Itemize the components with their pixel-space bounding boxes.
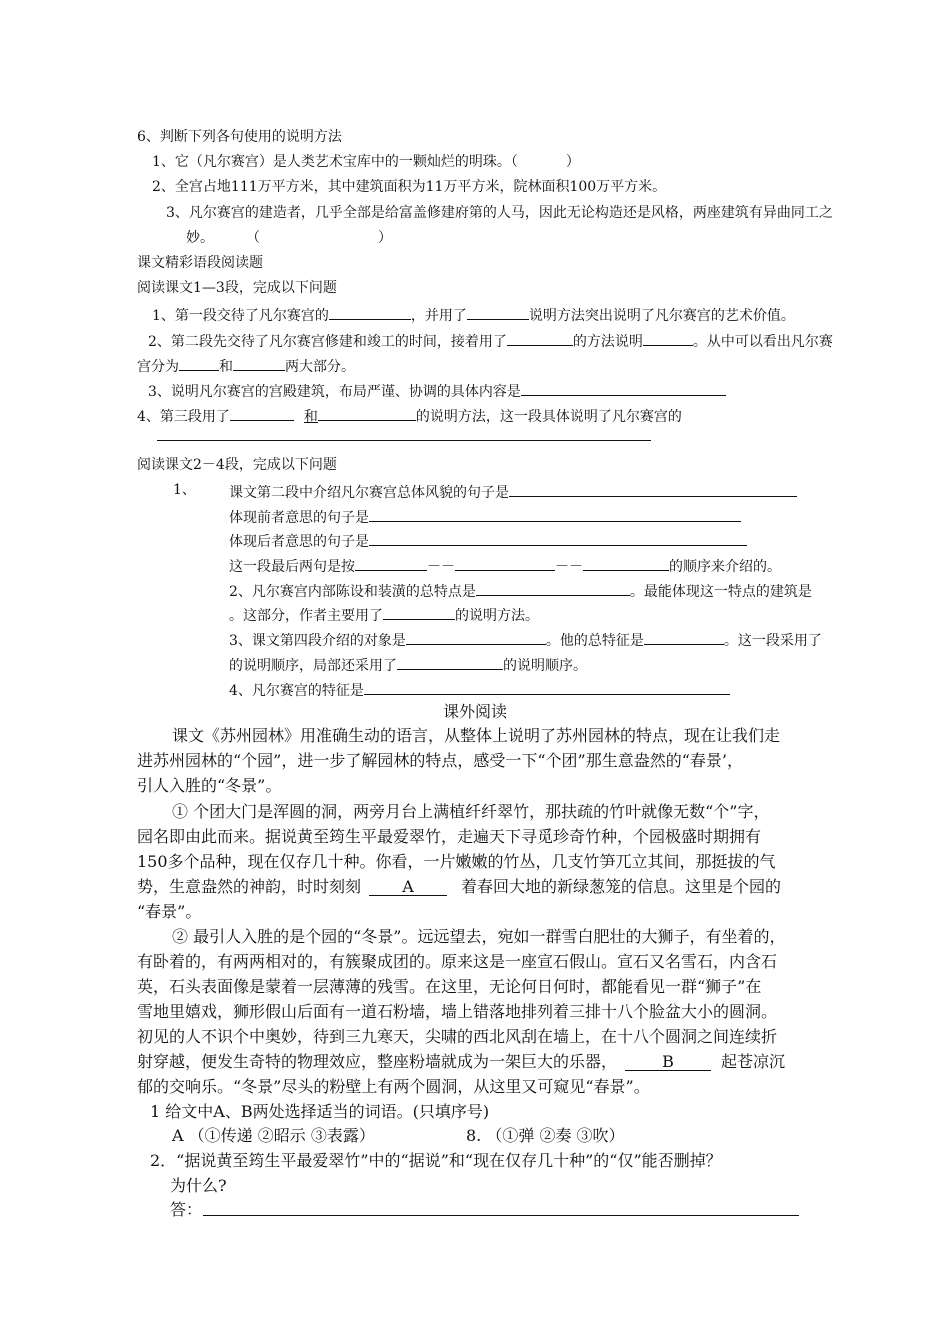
q6-sentence-3-cont: 妙。 （ ） — [186, 230, 392, 246]
answer-blank[interactable] — [406, 629, 546, 645]
reading-para-2-line-6: 射穿越，便发生奇特的物理效应，整座粉墙就成为一架巨大的乐器， B 起苍凉沉 — [137, 1052, 786, 1071]
s2-line-2: 体现前者意思的句子是 — [229, 506, 741, 527]
answer-blank[interactable] — [179, 355, 219, 371]
answer-blank[interactable] — [509, 481, 797, 497]
reading-title: 课外阅读 — [442, 702, 507, 721]
answer-blank[interactable] — [364, 679, 730, 695]
answer-blank[interactable] — [455, 555, 555, 571]
question-2-cont: 宫分为 和 两大部分。 — [137, 355, 355, 376]
question-1: 1、第一段交待了凡尔赛宫的 ，并用了 说明方法突出说明了凡尔赛宫的艺术价值。 — [152, 304, 795, 325]
reading-para-1-line-1: ① 个团大门是浑圆的洞，两旁月台上满植纤纤翠竹，那扶疏的竹叶就像无数“个”字， — [172, 802, 770, 821]
answer-label: 答： — [170, 1200, 203, 1219]
answer-blank[interactable] — [329, 304, 411, 320]
answer-blank[interactable] — [318, 405, 416, 421]
s2-line-7: 3、课文第四段介绍的对象是 。他的总特征是 。这一段采用了 — [229, 629, 822, 650]
answer-blank[interactable] — [383, 604, 455, 620]
question-number: 1、 — [173, 482, 196, 498]
section-intro: 阅读课文1—3段，完成以下问题 — [137, 280, 337, 296]
reading-para-0-line-2: 进苏州园林的“个园”，进一步了解园林的特点，感受一下“个团”那生意盎然的“春景’， — [137, 751, 743, 770]
s2-line-3: 体现后者意思的句子是 — [229, 530, 747, 551]
s2-line-6: 。这部分，作者主要用了 的说明方法。 — [229, 604, 539, 625]
reading-para-1-line-3: 150多个品种，现在仅存几十种。你看，一片嫩嫩的竹丛，几支竹笋兀立其间，那挺拔的气 — [137, 852, 776, 871]
answer-blank[interactable] — [230, 405, 294, 421]
question-2: 2、第二段先交待了凡尔赛宫修建和竣工的时间，接着用了 的方法说明 。从中可以看出凡尔赛 — [148, 330, 833, 351]
reading-para-2-line-7: 郁的交响乐。“冬景”尽头的粉壁上有两个圆洞，从这里又可窥见“春景”。 — [137, 1077, 650, 1096]
s2-line-8: 的说明顺序，局部还采用了 的说明顺序。 — [229, 654, 587, 675]
reading-para-2-line-3: 英，石头表面像是蒙着一层薄薄的残雪。在这里，无论何日何时，都能看见一群“狮子”在 — [137, 977, 762, 996]
reading-question-2-cont: 为什么? — [170, 1176, 227, 1195]
reading-para-0-line-1: 课文《苏州园林》用准确生动的语言，从整体上说明了苏州园林的特点，现在让我们走 — [172, 726, 781, 745]
reading-para-0-line-3: 引人入胜的“冬景”。 — [137, 776, 282, 795]
reading-question-1-option-a: A （①传递 ②昭示 ③表露） — [172, 1126, 375, 1145]
q6-sentence-3: 3、凡尔赛宫的建造者，几乎全部是给富盖修建府第的人马，因此无论构造还是风格，两座建筑有异曲同工之 — [166, 205, 833, 221]
reading-para-1-line-2: 园名即由此而来。据说黄至筠生平最爱翠竹，走遍天下寻觅珍奇竹种，个园极盛时期拥有 — [137, 827, 762, 846]
reading-para-1-line-4: 势，生意盎然的神韵，时时刻刻 A 着春回大地的新绿葱笼的信息。这里是个园的 — [137, 877, 782, 896]
answer-blank[interactable] — [355, 555, 427, 571]
question-4: 4、第三段用了 和 的说明方法，这一段具体说明了凡尔赛宫的 — [137, 405, 682, 426]
answer-blank[interactable] — [507, 330, 573, 346]
q6-title: 6、判断下列各句使用的说明方法 — [137, 129, 342, 145]
s2-line-9: 4、凡尔赛宫的特征是 — [229, 679, 730, 700]
blank-a[interactable]: A — [369, 878, 447, 896]
reading-question-1: 1 给文中A、B两处选择适当的词语。(只填序号) — [150, 1102, 490, 1121]
answer-blank[interactable] — [467, 304, 529, 320]
reading-para-2-line-5: 初见的人不识个中奥妙，待到三九寒天，尖啸的西北风刮在墙上，在十八个圆洞之间连续折 — [137, 1027, 778, 1046]
s2-line-1: 课文第二段中介绍凡尔赛宫总体风貌的句子是 — [229, 481, 797, 502]
answer-blank[interactable] — [583, 555, 669, 571]
section-intro-2: 阅读课文2－4段，完成以下问题 — [137, 457, 337, 473]
q6-sentence-1: 1、它（凡尔赛宫）是人类艺术宝库中的一颗灿烂的明珠。（ ） — [152, 154, 580, 170]
q6-sentence-2: 2、全宫占地111万平方米，其中建筑面积为11万平方米，院林面积100万平方米。 — [152, 179, 667, 195]
answer-blank[interactable] — [369, 530, 747, 546]
answer-blank[interactable] — [233, 355, 285, 371]
reading-question-2: 2．“据说黄至筠生平最爱翠竹”中的“据说”和“现在仅存几十种”的“仅”能否删掉？ — [150, 1151, 722, 1170]
s2-line-4: 这一段最后两句是按 －－ －－ 的顺序来介绍的。 — [229, 555, 781, 576]
answer-line[interactable] — [157, 440, 651, 441]
answer-blank[interactable] — [397, 654, 503, 670]
answer-blank[interactable] — [643, 330, 693, 346]
answer-blank[interactable] — [521, 380, 726, 396]
question-3: 3、说明凡尔赛宫的宫殿建筑，布局严谨、协调的具体内容是 — [148, 380, 726, 401]
answer-blank[interactable] — [369, 506, 741, 522]
answer-blank[interactable] — [476, 580, 630, 596]
reading-para-2-line-4: 雪地里嬉戏，狮形假山后面有一道石粉墙，墙上错落地排列着三排十八个脸盆大小的圆洞。 — [137, 1002, 778, 1021]
blank-b[interactable]: B — [625, 1053, 711, 1071]
answer-line[interactable] — [203, 1215, 799, 1216]
reading-question-1-option-b: 8. （①弹 ②奏 ③吹） — [466, 1126, 625, 1145]
reading-para-2-line-1: ② 最引人入胜的是个园的“冬景”。远远望去，宛如一群雪白肥壮的大狮子，有坐着的， — [172, 927, 786, 946]
answer-blank[interactable] — [644, 629, 724, 645]
s2-line-5: 2、凡尔赛宫内部陈设和装潢的总特点是 。最能体现这一特点的建筑是 — [229, 580, 812, 601]
reading-para-2-line-2: 有卧着的，有两两相对的，有簇聚成团的。原来这是一座宣石假山。宣石又名雪石，内含石 — [137, 952, 778, 971]
section-title: 课文精彩语段阅读题 — [137, 255, 263, 271]
reading-para-1-line-5: “春景”。 — [137, 902, 202, 921]
